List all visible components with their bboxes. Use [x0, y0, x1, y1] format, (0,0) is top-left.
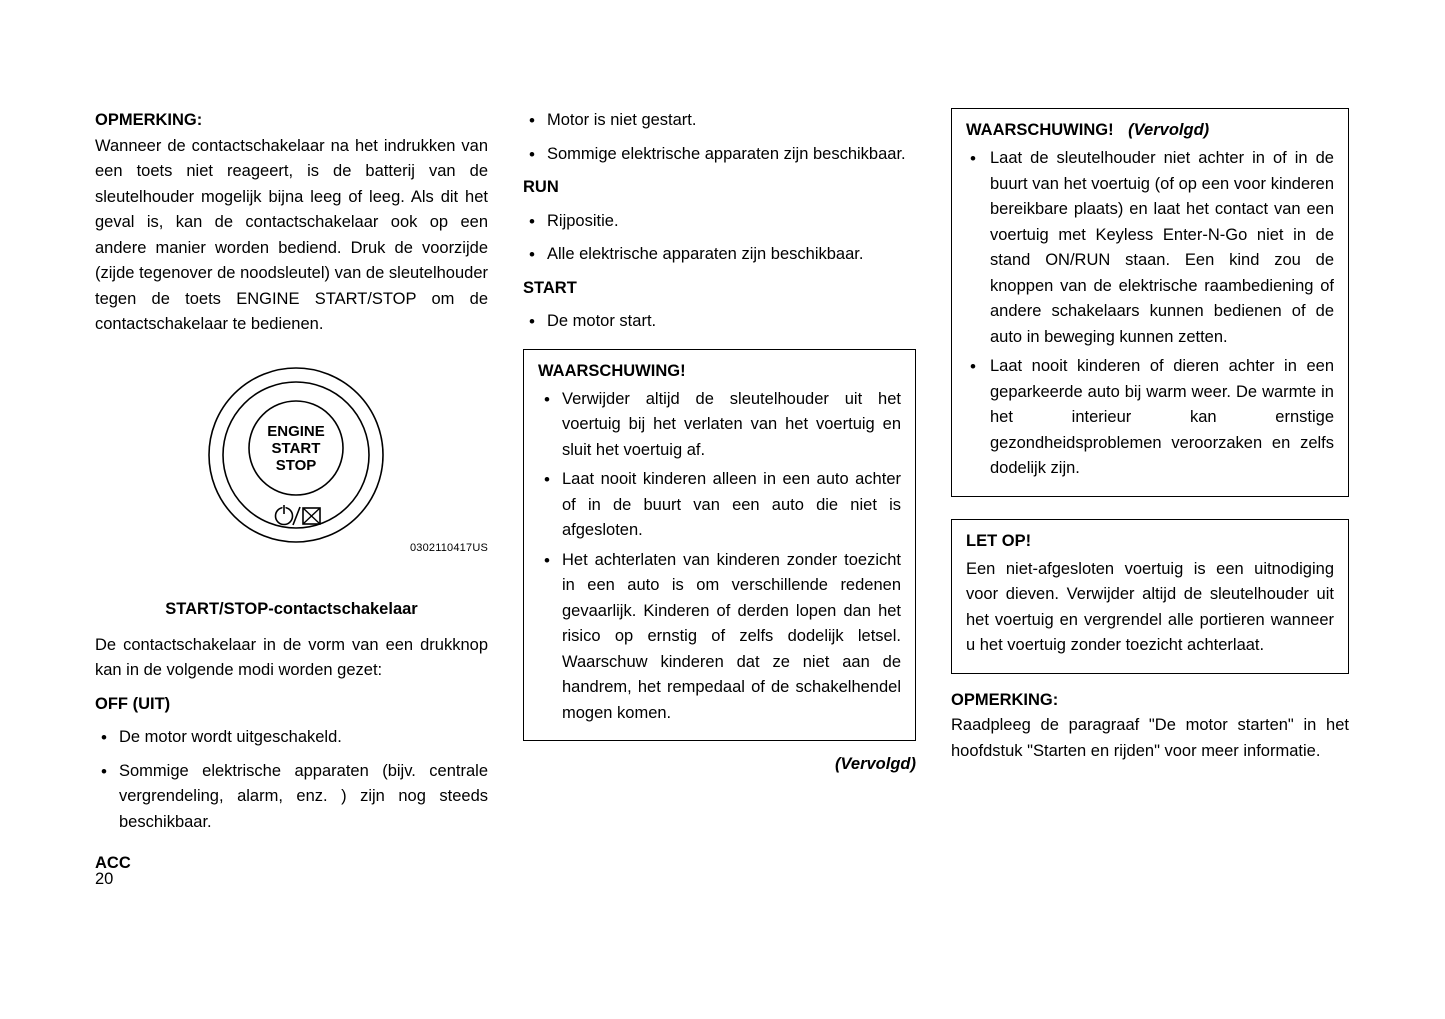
engine-start-stop-button-illustration [207, 360, 385, 550]
acc-list [523, 108, 916, 167]
svg-text:START: START [271, 439, 321, 457]
run-heading: RUN [523, 178, 559, 196]
list-item: • Verwijder altijd de sleutelhouder uit het voertuig bij het verlaten van het voertuig en sluit het voertuig af. [538, 387, 901, 464]
off-list [95, 725, 488, 835]
run-list [523, 209, 916, 268]
start-stop-button-svg [207, 360, 385, 550]
list-item: • Sommige elektrische apparaten zijn beschikbaar. [523, 142, 916, 168]
list-item: • Laat de sleutelhouder niet achter in of in de buurt van het voertuig (of op een voor kinderen bereikbare plaats) en laat het contact van een voertuig met Keyless Enter-N-Go niet in de stand ON/RUN staan. Een kind zou de knoppen van de elektrische raambediening of andere schakelaars kunnen bedienen of de auto in beweging kunnen zetten. [966, 146, 1334, 350]
caution-box-text: Een niet-afgesloten voertuig is een uitnodiging voor dieven. Verwijder altijd de sleutelhouder uit het voertuig en vergrendel alle portieren wanneer u het voertuig zonder toezicht achterlaat. [966, 559, 1334, 654]
continued-label: (Vervolgd) [835, 755, 916, 773]
svg-text:ENGINE: ENGINE [267, 422, 325, 440]
left-note-heading: OPMERKING: [95, 111, 203, 129]
list-item: • Motor is niet gestart. [523, 108, 916, 134]
middle-column [523, 108, 916, 877]
list-item: • Alle elektrische apparaten zijn beschikbaar. [523, 242, 916, 268]
list-item: • Rijpositie. [523, 209, 916, 235]
right-column [951, 108, 1349, 877]
page-columns [95, 108, 1357, 877]
left-body-text: De contactschakelaar in de vorm van een drukknop kan in de volgende modi worden gezet: [95, 635, 488, 679]
left-column [95, 108, 488, 877]
warning-box-list [538, 387, 901, 727]
list-item: • De motor start. [523, 309, 916, 335]
list-item: • Laat nooit kinderen alleen in een auto achter of in de buurt van een auto die niet is afgesloten. [538, 467, 901, 544]
page-number: 20 [95, 870, 114, 888]
right-note-text: Raadpleeg de paragraaf "De motor starten" in het hoofdstuk "Starten en rijden" voor meer informatie. [951, 716, 1349, 760]
start-list [523, 309, 916, 335]
warning-box-middle [523, 349, 916, 742]
svg-text:STOP: STOP [275, 456, 317, 474]
start-heading: START [523, 278, 577, 297]
left-note-text: Wanneer de contactschakelaar na het indrukken van een toets niet reageert, is de batterij van de sleutelhouder mogelijk bijna leeg of leeg. Als dit het geval is, kan de contactschakelaar ook op een andere manier worden bediend. Druk de voorzijde (zijde tegenover de noodsleutel) van de sleutelhouder tegen de toets ENGINE START/STOP om de contactschakelaar te bedienen. [95, 136, 488, 333]
right-note-heading: OPMERKING: [951, 690, 1059, 709]
list-item: • Laat nooit kinderen of dieren achter in een geparkeerde auto bij warm weer. De warmte in het interieur kan ernstige gezondheidsproblemen veroorzaken en zelfs dodelijk zijn. [966, 354, 1334, 482]
warning-box-title: WAARSCHUWING! [538, 361, 686, 380]
list-item: • De motor wordt uitgeschakeld. [95, 725, 488, 751]
warning-box-right [951, 108, 1349, 497]
figure-code: 0302110417US [409, 541, 488, 554]
warning-box-right-list [966, 146, 1334, 482]
warning-box-right-title [966, 121, 1334, 140]
acc-heading: ACC [95, 854, 131, 872]
start-stop-figure [95, 360, 488, 598]
list-item: • Sommige elektrische apparaten (bijv. centrale vergrendeling, alarm, enz. ) zijn nog steeds beschikbaar. [95, 759, 488, 836]
warning-box-right-title-suffix: (Vervolgd) [1128, 121, 1210, 139]
caution-box [951, 519, 1349, 674]
list-item: • Het achterlaten van kinderen zonder toezicht in een auto is om verschillende redenen gevaarlijk. Kinderen of derden lopen dan het risico op ernstig of zelfs dodelijk letsel. Waarschuw kinderen dat ze niet aan de handrem, het rempedaal of de schakelhendel mogen komen. [538, 548, 901, 727]
warning-box-right-title-text: WAARSCHUWING! [966, 121, 1114, 139]
figure-caption: START/STOP-contactschakelaar [165, 599, 418, 618]
off-heading: OFF (UIT) [95, 694, 171, 713]
caution-box-title: LET OP! [966, 531, 1032, 550]
